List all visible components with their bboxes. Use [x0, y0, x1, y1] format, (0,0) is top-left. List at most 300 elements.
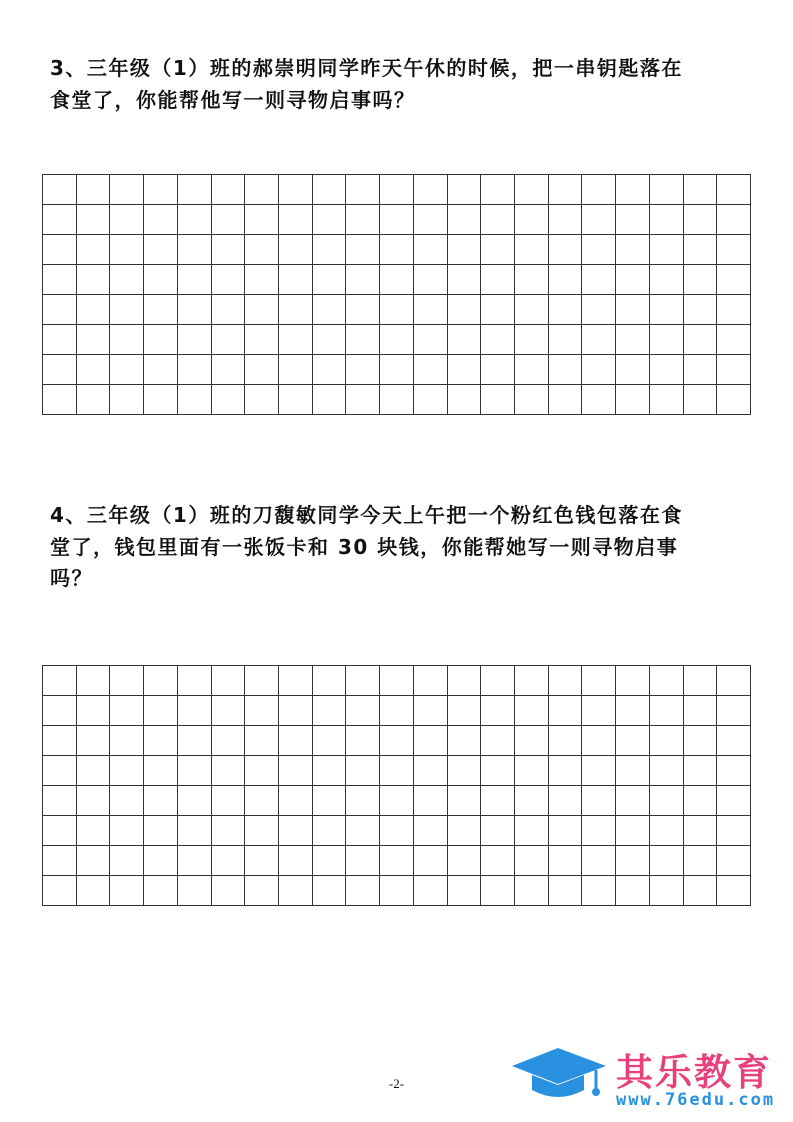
- grid-cell[interactable]: [43, 726, 77, 756]
- grid-cell[interactable]: [717, 726, 751, 756]
- grid-cell[interactable]: [582, 876, 616, 906]
- grid-cell[interactable]: [684, 846, 718, 876]
- grid-cell[interactable]: [717, 696, 751, 726]
- grid-cell[interactable]: [313, 786, 347, 816]
- grid-cell[interactable]: [414, 726, 448, 756]
- grid-cell[interactable]: [650, 756, 684, 786]
- grid-cell[interactable]: [346, 726, 380, 756]
- grid-cell[interactable]: [684, 265, 718, 295]
- grid-cell[interactable]: [77, 235, 111, 265]
- grid-cell[interactable]: [144, 235, 178, 265]
- grid-cell[interactable]: [212, 295, 246, 325]
- grid-cell[interactable]: [380, 816, 414, 846]
- grid-cell[interactable]: [110, 786, 144, 816]
- grid-cell[interactable]: [717, 846, 751, 876]
- grid-cell[interactable]: [77, 696, 111, 726]
- grid-cell[interactable]: [245, 385, 279, 415]
- grid-cell[interactable]: [212, 355, 246, 385]
- grid-cell[interactable]: [313, 205, 347, 235]
- grid-cell[interactable]: [346, 385, 380, 415]
- grid-cell[interactable]: [212, 325, 246, 355]
- grid-cell[interactable]: [346, 816, 380, 846]
- grid-cell[interactable]: [448, 355, 482, 385]
- grid-cell[interactable]: [650, 355, 684, 385]
- grid-cell[interactable]: [178, 666, 212, 696]
- grid-cell[interactable]: [279, 385, 313, 415]
- grid-cell[interactable]: [650, 295, 684, 325]
- grid-cell[interactable]: [717, 265, 751, 295]
- grid-cell[interactable]: [684, 726, 718, 756]
- grid-cell[interactable]: [43, 756, 77, 786]
- grid-cell[interactable]: [515, 786, 549, 816]
- grid-cell[interactable]: [43, 696, 77, 726]
- grid-cell[interactable]: [178, 876, 212, 906]
- grid-cell[interactable]: [110, 756, 144, 786]
- grid-cell[interactable]: [650, 726, 684, 756]
- grid-cell[interactable]: [144, 846, 178, 876]
- grid-cell[interactable]: [515, 385, 549, 415]
- grid-cell[interactable]: [313, 846, 347, 876]
- grid-cell[interactable]: [178, 846, 212, 876]
- grid-cell[interactable]: [650, 666, 684, 696]
- grid-cell[interactable]: [549, 876, 583, 906]
- grid-cell[interactable]: [515, 756, 549, 786]
- grid-cell[interactable]: [448, 235, 482, 265]
- grid-cell[interactable]: [380, 726, 414, 756]
- grid-cell[interactable]: [582, 816, 616, 846]
- grid-cell[interactable]: [616, 696, 650, 726]
- grid-cell[interactable]: [448, 846, 482, 876]
- grid-cell[interactable]: [77, 295, 111, 325]
- grid-cell[interactable]: [582, 355, 616, 385]
- grid-cell[interactable]: [515, 816, 549, 846]
- grid-cell[interactable]: [313, 355, 347, 385]
- grid-cell[interactable]: [212, 175, 246, 205]
- grid-cell[interactable]: [212, 205, 246, 235]
- grid-cell[interactable]: [616, 355, 650, 385]
- grid-cell[interactable]: [245, 726, 279, 756]
- grid-cell[interactable]: [77, 205, 111, 235]
- grid-cell[interactable]: [110, 235, 144, 265]
- grid-cell[interactable]: [380, 175, 414, 205]
- grid-cell[interactable]: [245, 295, 279, 325]
- grid-cell[interactable]: [279, 726, 313, 756]
- grid-cell[interactable]: [279, 325, 313, 355]
- grid-cell[interactable]: [346, 265, 380, 295]
- grid-cell[interactable]: [515, 235, 549, 265]
- grid-cell[interactable]: [43, 876, 77, 906]
- grid-cell[interactable]: [481, 756, 515, 786]
- grid-cell[interactable]: [582, 235, 616, 265]
- grid-cell[interactable]: [380, 696, 414, 726]
- grid-cell[interactable]: [245, 205, 279, 235]
- grid-cell[interactable]: [279, 846, 313, 876]
- grid-cell[interactable]: [582, 726, 616, 756]
- grid-cell[interactable]: [212, 696, 246, 726]
- grid-cell[interactable]: [448, 265, 482, 295]
- grid-cell[interactable]: [515, 325, 549, 355]
- grid-cell[interactable]: [481, 325, 515, 355]
- grid-cell[interactable]: [684, 175, 718, 205]
- grid-cell[interactable]: [414, 175, 448, 205]
- grid-cell[interactable]: [245, 355, 279, 385]
- grid-cell[interactable]: [582, 846, 616, 876]
- grid-cell[interactable]: [144, 696, 178, 726]
- grid-cell[interactable]: [313, 756, 347, 786]
- grid-cell[interactable]: [212, 786, 246, 816]
- grid-cell[interactable]: [212, 666, 246, 696]
- grid-cell[interactable]: [616, 756, 650, 786]
- grid-cell[interactable]: [77, 265, 111, 295]
- grid-cell[interactable]: [448, 385, 482, 415]
- grid-cell[interactable]: [549, 205, 583, 235]
- grid-cell[interactable]: [414, 696, 448, 726]
- grid-cell[interactable]: [684, 295, 718, 325]
- grid-cell[interactable]: [346, 786, 380, 816]
- grid-cell[interactable]: [77, 786, 111, 816]
- grid-cell[interactable]: [110, 205, 144, 235]
- grid-cell[interactable]: [414, 385, 448, 415]
- grid-cell[interactable]: [279, 816, 313, 846]
- grid-cell[interactable]: [717, 175, 751, 205]
- grid-cell[interactable]: [549, 786, 583, 816]
- grid-cell[interactable]: [448, 816, 482, 846]
- grid-cell[interactable]: [144, 816, 178, 846]
- grid-cell[interactable]: [110, 385, 144, 415]
- grid-cell[interactable]: [144, 295, 178, 325]
- grid-cell[interactable]: [43, 235, 77, 265]
- grid-cell[interactable]: [414, 235, 448, 265]
- grid-cell[interactable]: [414, 786, 448, 816]
- grid-cell[interactable]: [144, 786, 178, 816]
- grid-cell[interactable]: [77, 846, 111, 876]
- grid-cell[interactable]: [178, 816, 212, 846]
- grid-cell[interactable]: [549, 846, 583, 876]
- grid-cell[interactable]: [346, 235, 380, 265]
- grid-cell[interactable]: [245, 786, 279, 816]
- grid-cell[interactable]: [616, 726, 650, 756]
- grid-cell[interactable]: [178, 325, 212, 355]
- grid-cell[interactable]: [650, 846, 684, 876]
- grid-cell[interactable]: [684, 325, 718, 355]
- grid-cell[interactable]: [616, 175, 650, 205]
- grid-cell[interactable]: [515, 876, 549, 906]
- grid-cell[interactable]: [717, 666, 751, 696]
- grid-cell[interactable]: [212, 235, 246, 265]
- grid-cell[interactable]: [77, 756, 111, 786]
- grid-cell[interactable]: [414, 756, 448, 786]
- grid-cell[interactable]: [684, 816, 718, 846]
- grid-cell[interactable]: [582, 205, 616, 235]
- grid-cell[interactable]: [346, 696, 380, 726]
- grid-cell[interactable]: [616, 846, 650, 876]
- grid-cell[interactable]: [313, 235, 347, 265]
- grid-cell[interactable]: [717, 355, 751, 385]
- grid-cell[interactable]: [279, 265, 313, 295]
- grid-cell[interactable]: [110, 816, 144, 846]
- grid-cell[interactable]: [549, 816, 583, 846]
- grid-cell[interactable]: [582, 666, 616, 696]
- grid-cell[interactable]: [448, 325, 482, 355]
- grid-cell[interactable]: [481, 696, 515, 726]
- grid-cell[interactable]: [279, 235, 313, 265]
- grid-cell[interactable]: [448, 666, 482, 696]
- grid-cell[interactable]: [515, 726, 549, 756]
- grid-cell[interactable]: [313, 265, 347, 295]
- grid-cell[interactable]: [313, 696, 347, 726]
- grid-cell[interactable]: [616, 265, 650, 295]
- grid-cell[interactable]: [515, 205, 549, 235]
- grid-cell[interactable]: [380, 205, 414, 235]
- grid-cell[interactable]: [481, 175, 515, 205]
- grid-cell[interactable]: [515, 355, 549, 385]
- grid-cell[interactable]: [549, 756, 583, 786]
- grid-cell[interactable]: [279, 355, 313, 385]
- grid-cell[interactable]: [515, 175, 549, 205]
- grid-cell[interactable]: [313, 175, 347, 205]
- grid-cell[interactable]: [481, 295, 515, 325]
- grid-cell[interactable]: [549, 385, 583, 415]
- grid-cell[interactable]: [414, 325, 448, 355]
- grid-cell[interactable]: [380, 666, 414, 696]
- grid-cell[interactable]: [144, 756, 178, 786]
- grid-cell[interactable]: [549, 295, 583, 325]
- grid-cell[interactable]: [178, 726, 212, 756]
- grid-cell[interactable]: [650, 205, 684, 235]
- grid-cell[interactable]: [245, 175, 279, 205]
- grid-cell[interactable]: [549, 355, 583, 385]
- grid-cell[interactable]: [77, 385, 111, 415]
- grid-cell[interactable]: [515, 265, 549, 295]
- grid-cell[interactable]: [245, 876, 279, 906]
- grid-cell[interactable]: [110, 325, 144, 355]
- grid-cell[interactable]: [279, 175, 313, 205]
- grid-cell[interactable]: [549, 726, 583, 756]
- grid-cell[interactable]: [212, 726, 246, 756]
- grid-cell[interactable]: [380, 876, 414, 906]
- grid-cell[interactable]: [616, 325, 650, 355]
- grid-cell[interactable]: [43, 325, 77, 355]
- grid-cell[interactable]: [380, 756, 414, 786]
- grid-cell[interactable]: [481, 265, 515, 295]
- grid-cell[interactable]: [380, 846, 414, 876]
- grid-cell[interactable]: [717, 235, 751, 265]
- grid-cell[interactable]: [178, 235, 212, 265]
- grid-cell[interactable]: [43, 786, 77, 816]
- answer-grid-4[interactable]: [42, 665, 751, 906]
- grid-cell[interactable]: [582, 265, 616, 295]
- grid-cell[interactable]: [178, 265, 212, 295]
- grid-cell[interactable]: [549, 666, 583, 696]
- grid-cell[interactable]: [448, 726, 482, 756]
- grid-cell[interactable]: [414, 876, 448, 906]
- grid-cell[interactable]: [43, 265, 77, 295]
- grid-cell[interactable]: [77, 876, 111, 906]
- grid-cell[interactable]: [650, 816, 684, 846]
- grid-cell[interactable]: [616, 235, 650, 265]
- grid-cell[interactable]: [279, 876, 313, 906]
- grid-cell[interactable]: [616, 786, 650, 816]
- grid-cell[interactable]: [582, 325, 616, 355]
- grid-cell[interactable]: [43, 846, 77, 876]
- grid-cell[interactable]: [549, 235, 583, 265]
- grid-cell[interactable]: [582, 786, 616, 816]
- grid-cell[interactable]: [717, 325, 751, 355]
- grid-cell[interactable]: [650, 786, 684, 816]
- grid-cell[interactable]: [616, 666, 650, 696]
- grid-cell[interactable]: [684, 756, 718, 786]
- grid-cell[interactable]: [313, 816, 347, 846]
- grid-cell[interactable]: [481, 816, 515, 846]
- grid-cell[interactable]: [178, 355, 212, 385]
- grid-cell[interactable]: [380, 325, 414, 355]
- grid-cell[interactable]: [684, 205, 718, 235]
- grid-cell[interactable]: [110, 295, 144, 325]
- grid-cell[interactable]: [279, 666, 313, 696]
- grid-cell[interactable]: [346, 666, 380, 696]
- grid-cell[interactable]: [448, 295, 482, 325]
- grid-cell[interactable]: [650, 265, 684, 295]
- grid-cell[interactable]: [448, 696, 482, 726]
- grid-cell[interactable]: [717, 756, 751, 786]
- grid-cell[interactable]: [582, 295, 616, 325]
- grid-cell[interactable]: [717, 816, 751, 846]
- grid-cell[interactable]: [110, 355, 144, 385]
- grid-cell[interactable]: [144, 205, 178, 235]
- grid-cell[interactable]: [346, 756, 380, 786]
- grid-cell[interactable]: [616, 295, 650, 325]
- grid-cell[interactable]: [380, 385, 414, 415]
- grid-cell[interactable]: [110, 876, 144, 906]
- grid-cell[interactable]: [212, 846, 246, 876]
- grid-cell[interactable]: [245, 696, 279, 726]
- grid-cell[interactable]: [481, 355, 515, 385]
- grid-cell[interactable]: [515, 666, 549, 696]
- grid-cell[interactable]: [650, 876, 684, 906]
- grid-cell[interactable]: [110, 666, 144, 696]
- grid-cell[interactable]: [144, 265, 178, 295]
- grid-cell[interactable]: [110, 696, 144, 726]
- grid-cell[interactable]: [684, 696, 718, 726]
- grid-cell[interactable]: [110, 846, 144, 876]
- grid-cell[interactable]: [650, 235, 684, 265]
- grid-cell[interactable]: [481, 846, 515, 876]
- grid-cell[interactable]: [380, 355, 414, 385]
- grid-cell[interactable]: [481, 666, 515, 696]
- grid-cell[interactable]: [414, 295, 448, 325]
- grid-cell[interactable]: [245, 756, 279, 786]
- grid-cell[interactable]: [212, 876, 246, 906]
- grid-cell[interactable]: [380, 295, 414, 325]
- grid-cell[interactable]: [650, 696, 684, 726]
- grid-cell[interactable]: [616, 816, 650, 846]
- grid-cell[interactable]: [43, 666, 77, 696]
- grid-cell[interactable]: [414, 666, 448, 696]
- grid-cell[interactable]: [43, 205, 77, 235]
- grid-cell[interactable]: [178, 756, 212, 786]
- grid-cell[interactable]: [481, 786, 515, 816]
- grid-cell[interactable]: [43, 816, 77, 846]
- grid-cell[interactable]: [684, 666, 718, 696]
- grid-cell[interactable]: [582, 175, 616, 205]
- answer-grid-3[interactable]: [42, 174, 751, 415]
- grid-cell[interactable]: [549, 265, 583, 295]
- grid-cell[interactable]: [346, 325, 380, 355]
- grid-cell[interactable]: [110, 265, 144, 295]
- grid-cell[interactable]: [245, 325, 279, 355]
- grid-cell[interactable]: [549, 325, 583, 355]
- grid-cell[interactable]: [313, 876, 347, 906]
- grid-cell[interactable]: [616, 205, 650, 235]
- grid-cell[interactable]: [313, 295, 347, 325]
- grid-cell[interactable]: [178, 696, 212, 726]
- grid-cell[interactable]: [481, 205, 515, 235]
- grid-cell[interactable]: [684, 385, 718, 415]
- grid-cell[interactable]: [77, 666, 111, 696]
- grid-cell[interactable]: [279, 756, 313, 786]
- grid-cell[interactable]: [77, 175, 111, 205]
- grid-cell[interactable]: [144, 325, 178, 355]
- grid-cell[interactable]: [414, 355, 448, 385]
- grid-cell[interactable]: [448, 876, 482, 906]
- grid-cell[interactable]: [448, 756, 482, 786]
- grid-cell[interactable]: [380, 265, 414, 295]
- grid-cell[interactable]: [684, 355, 718, 385]
- grid-cell[interactable]: [77, 816, 111, 846]
- grid-cell[interactable]: [481, 876, 515, 906]
- grid-cell[interactable]: [717, 876, 751, 906]
- grid-cell[interactable]: [582, 696, 616, 726]
- grid-cell[interactable]: [43, 175, 77, 205]
- grid-cell[interactable]: [684, 786, 718, 816]
- grid-cell[interactable]: [212, 816, 246, 846]
- grid-cell[interactable]: [616, 385, 650, 415]
- grid-cell[interactable]: [245, 265, 279, 295]
- grid-cell[interactable]: [178, 786, 212, 816]
- grid-cell[interactable]: [110, 175, 144, 205]
- grid-cell[interactable]: [717, 205, 751, 235]
- grid-cell[interactable]: [77, 726, 111, 756]
- grid-cell[interactable]: [144, 726, 178, 756]
- grid-cell[interactable]: [346, 205, 380, 235]
- grid-cell[interactable]: [380, 235, 414, 265]
- grid-cell[interactable]: [346, 295, 380, 325]
- grid-cell[interactable]: [650, 325, 684, 355]
- grid-cell[interactable]: [717, 385, 751, 415]
- grid-cell[interactable]: [144, 385, 178, 415]
- grid-cell[interactable]: [515, 846, 549, 876]
- grid-cell[interactable]: [549, 175, 583, 205]
- grid-cell[interactable]: [549, 696, 583, 726]
- grid-cell[interactable]: [43, 295, 77, 325]
- grid-cell[interactable]: [414, 205, 448, 235]
- grid-cell[interactable]: [279, 696, 313, 726]
- grid-cell[interactable]: [144, 876, 178, 906]
- grid-cell[interactable]: [313, 325, 347, 355]
- grid-cell[interactable]: [481, 726, 515, 756]
- grid-cell[interactable]: [178, 385, 212, 415]
- grid-cell[interactable]: [684, 876, 718, 906]
- grid-cell[interactable]: [414, 816, 448, 846]
- grid-cell[interactable]: [245, 666, 279, 696]
- grid-cell[interactable]: [313, 666, 347, 696]
- grid-cell[interactable]: [279, 786, 313, 816]
- grid-cell[interactable]: [279, 295, 313, 325]
- grid-cell[interactable]: [313, 726, 347, 756]
- grid-cell[interactable]: [178, 175, 212, 205]
- grid-cell[interactable]: [414, 846, 448, 876]
- grid-cell[interactable]: [245, 235, 279, 265]
